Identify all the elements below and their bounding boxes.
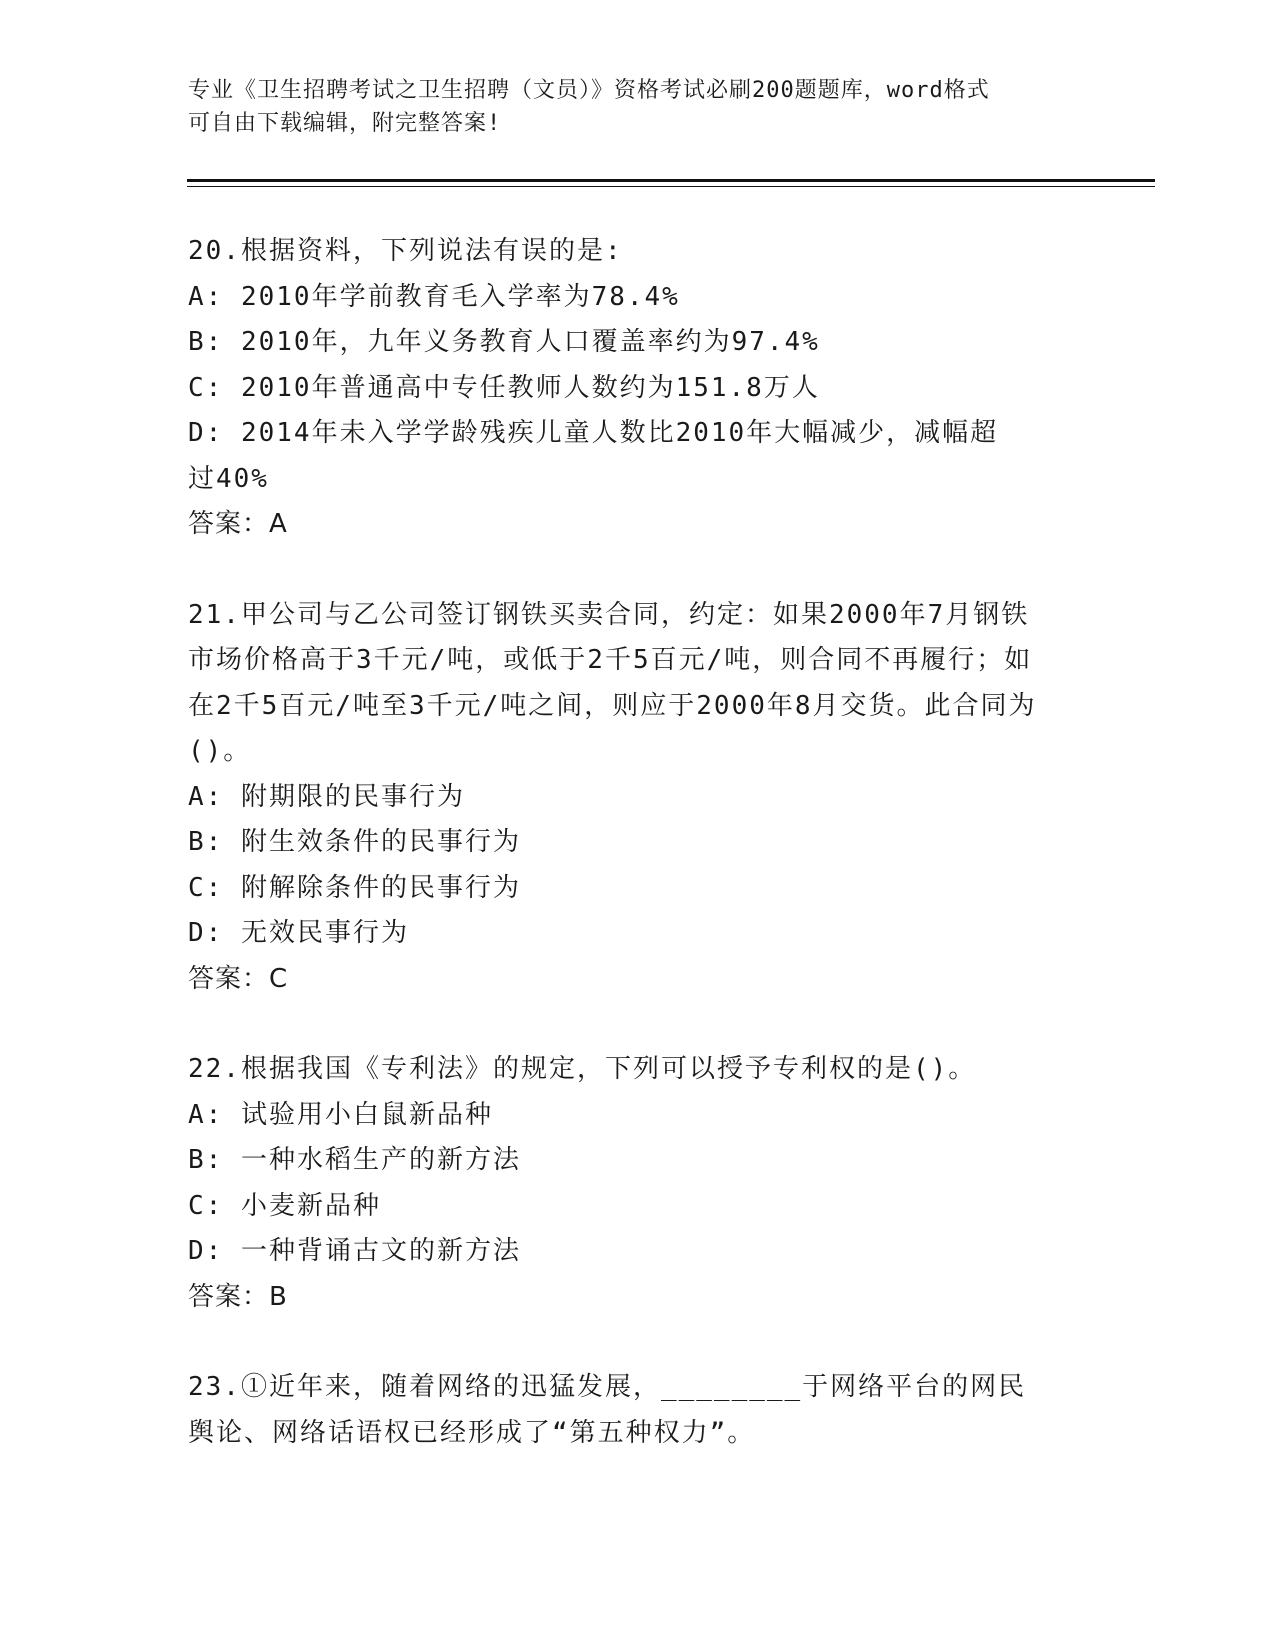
question-23: [188, 1365, 1088, 1456]
option-d: D: 一种背诵古文的新方法: [188, 1236, 521, 1266]
question-21: [188, 593, 1088, 1003]
question-22: [188, 1047, 1088, 1320]
answer-line: 答案：B: [188, 1281, 288, 1312]
option-b: B: 2010年，九年义务教育人口覆盖率约为97.4%: [188, 327, 820, 357]
header-divider-thick: [187, 179, 1155, 182]
option-b: B: 附生效条件的民事行为: [188, 827, 521, 857]
option-d: D: 无效民事行为: [188, 918, 409, 948]
option-b: B: 一种水稻生产的新方法: [188, 1145, 521, 1175]
answer-line: 答案：C: [188, 963, 289, 994]
question-stem: 21.甲公司与乙公司签订钢铁买卖合同，约定：如果2000年7月钢铁市场价格高于3千元/吨，或低于2千5百元/吨，则合同不再履行；如在2千5百元/吨至3千元/吨之间，则应于2000年8月交货。此合同为()。: [188, 599, 1037, 766]
document-header: [188, 74, 1068, 140]
question-stem: 22.根据我国《专利法》的规定，下列可以授予专利权的是()。: [188, 1054, 977, 1084]
option-c: C: 附解除条件的民事行为: [188, 872, 521, 903]
question-stem: 20.根据资料，下列说法有误的是:: [188, 236, 623, 266]
answer-line: 答案：A: [188, 509, 288, 539]
header-title-line-2: 可自由下载编辑，附完整答案!: [188, 111, 502, 136]
question-stem: 23.①近年来，随着网络的迅猛发展，________于网络平台的网民舆论、网络话语权已经形成了“第五种权力”。: [188, 1372, 1027, 1448]
option-c: C: 2010年普通高中专任教师人数约为151.8万人: [188, 372, 820, 403]
option-a: A: 附期限的民事行为: [188, 781, 465, 812]
header-divider-thin: [187, 186, 1155, 187]
option-a: A: 2010年学前教育毛入学率为78.4%: [188, 281, 680, 312]
option-a: A: 试验用小白鼠新品种: [188, 1099, 493, 1130]
header-title-line-1: 专业《卫生招聘考试之卫生招聘（文员）》资格考试必刷200题题库，word格式: [188, 78, 990, 103]
option-d: D: 2014年未入学学龄残疾儿童人数比2010年大幅减少，减幅超过40%: [188, 418, 999, 494]
option-c: C: 小麦新品种: [188, 1190, 381, 1221]
question-20: [188, 229, 1088, 548]
question-list: [188, 229, 1088, 1501]
